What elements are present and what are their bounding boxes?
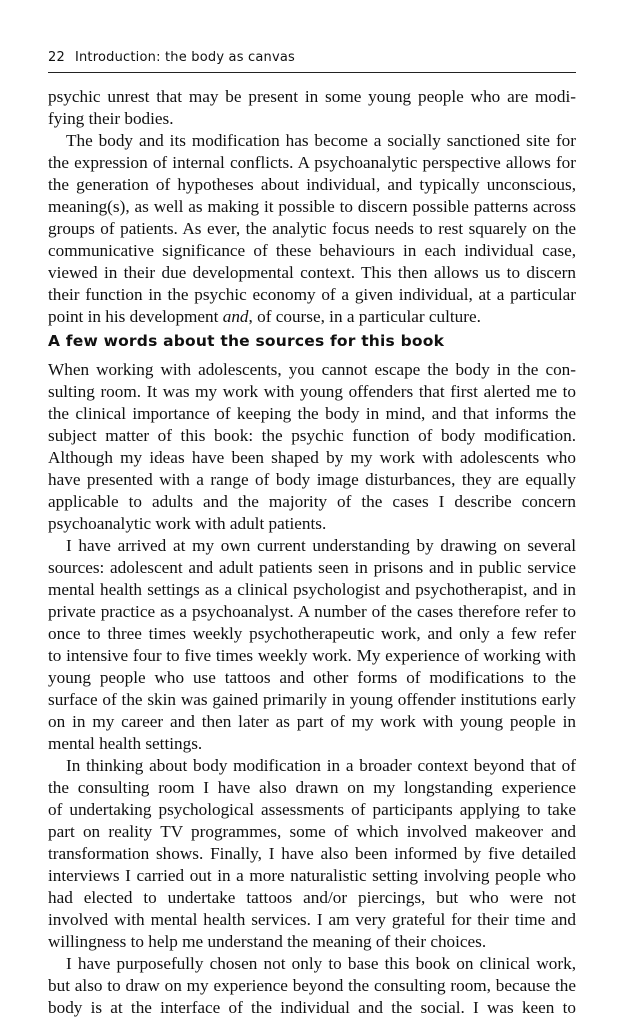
text-line: transformation shows. Finally, I have also been informed by five detailed	[48, 844, 576, 863]
text-line: once to three times weekly psychotherapeutic work, and only a few refer	[48, 624, 576, 643]
text-line: surface of the skin was gained primarily in young offender institutions early	[48, 690, 576, 709]
text-line: but also to draw on my experience beyond the consulting room, because the	[48, 976, 576, 995]
text-line: I have purposefully chosen not only to base this book on clinical work,	[66, 954, 576, 973]
text-line: mental health settings as a clinical psychologist and psychotherapist, and in	[48, 580, 576, 599]
text-line: have presented with a range of body image disturbances, they are equally	[48, 470, 576, 489]
text-line: viewed in their due developmental context. This then allows us to discern	[48, 263, 576, 282]
text-line: the clinical importance of keeping the body in mind, and that informs the	[48, 404, 576, 423]
text-line: willingness to help me understand the meaning of their choices.	[48, 932, 487, 951]
text-line: sources: adolescent and adult patients seen in prisons and in public service	[48, 558, 576, 577]
text-line: private practice as a psychoanalyst. A number of the cases therefore refer to	[48, 602, 576, 621]
text-line: I have arrived at my own current understanding by drawing on several	[66, 536, 576, 555]
text-line: involved with mental health services. I am very grateful for their time and	[48, 910, 576, 929]
text-line: groups of patients. As ever, the analytic focus needs to rest squarely on the	[48, 219, 576, 238]
text-segment: , of course, in a particular culture.	[248, 307, 481, 326]
text-line: part on reality TV programmes, some of which involved makeover and	[48, 822, 576, 841]
text-line: the expression of internal conflicts. A psychoanalytic perspective allows for	[48, 153, 576, 172]
text-line: When working with adolescents, you cannot escape the body in the con-	[48, 360, 576, 379]
text-line: interviews I carried out in a more naturalistic setting involving people who	[48, 866, 576, 885]
text-line: applicable to adults and the majority of the cases I describe concern	[48, 492, 576, 511]
text-line: psychic unrest that may be present in some young people who are modi-	[48, 87, 576, 106]
text-line: communicative significance of these behaviours in each individual case,	[48, 241, 576, 260]
text-segment: point in his development	[48, 307, 223, 326]
text-line-with-emphasis	[48, 306, 576, 328]
text-line: In thinking about body modification in a broader context beyond that of	[66, 756, 576, 775]
running-head-title: Introduction: the body as canvas	[74, 50, 295, 65]
text-line: Although my ideas have been shaped by my work with adolescents who	[48, 448, 576, 467]
section-paragraphs	[48, 359, 576, 1019]
text-line: sulting room. It was my work with young offenders that first alerted me to	[48, 382, 576, 401]
text-line: to intensive four to five times weekly work. My experience of working with	[48, 646, 576, 665]
text-line: of undertaking psychological assessments of participants applying to take	[48, 800, 576, 819]
page-number: 22	[48, 50, 65, 65]
text-line: fying their bodies.	[48, 109, 174, 128]
text-line: body is at the interface of the individual and the social. I was keen to	[48, 998, 576, 1017]
header-rule	[48, 72, 576, 73]
intro-paragraphs	[48, 86, 576, 328]
text-line: young people who use tattoos and other forms of modifications to the	[48, 668, 576, 687]
text-line: psychoanalytic work with adult patients.	[48, 514, 327, 533]
running-head	[48, 50, 576, 65]
text-line: mental health settings.	[48, 734, 203, 753]
text-line: the generation of hypotheses about individual, and typically unconscious,	[48, 175, 576, 194]
text-line: subject matter of this book: the psychic function of body modification.	[48, 426, 576, 445]
text-line: had elected to undertake tattoos and/or piercings, but who were not	[48, 888, 576, 907]
emphasis-text: and	[222, 307, 249, 326]
section-heading: A few words about the sources for this book	[48, 332, 445, 350]
text-line: on in my career and then later as part of my work with young people in	[48, 712, 576, 731]
text-line: meaning(s), as well as making it possible to discern possible patterns across	[48, 197, 576, 216]
text-line: the consulting room I have also drawn on my longstanding experience	[48, 778, 576, 797]
text-line: their function in the psychic economy of a given individual, at a particular	[48, 285, 576, 304]
text-line: The body and its modification has become a socially sanctioned site for	[66, 131, 576, 150]
